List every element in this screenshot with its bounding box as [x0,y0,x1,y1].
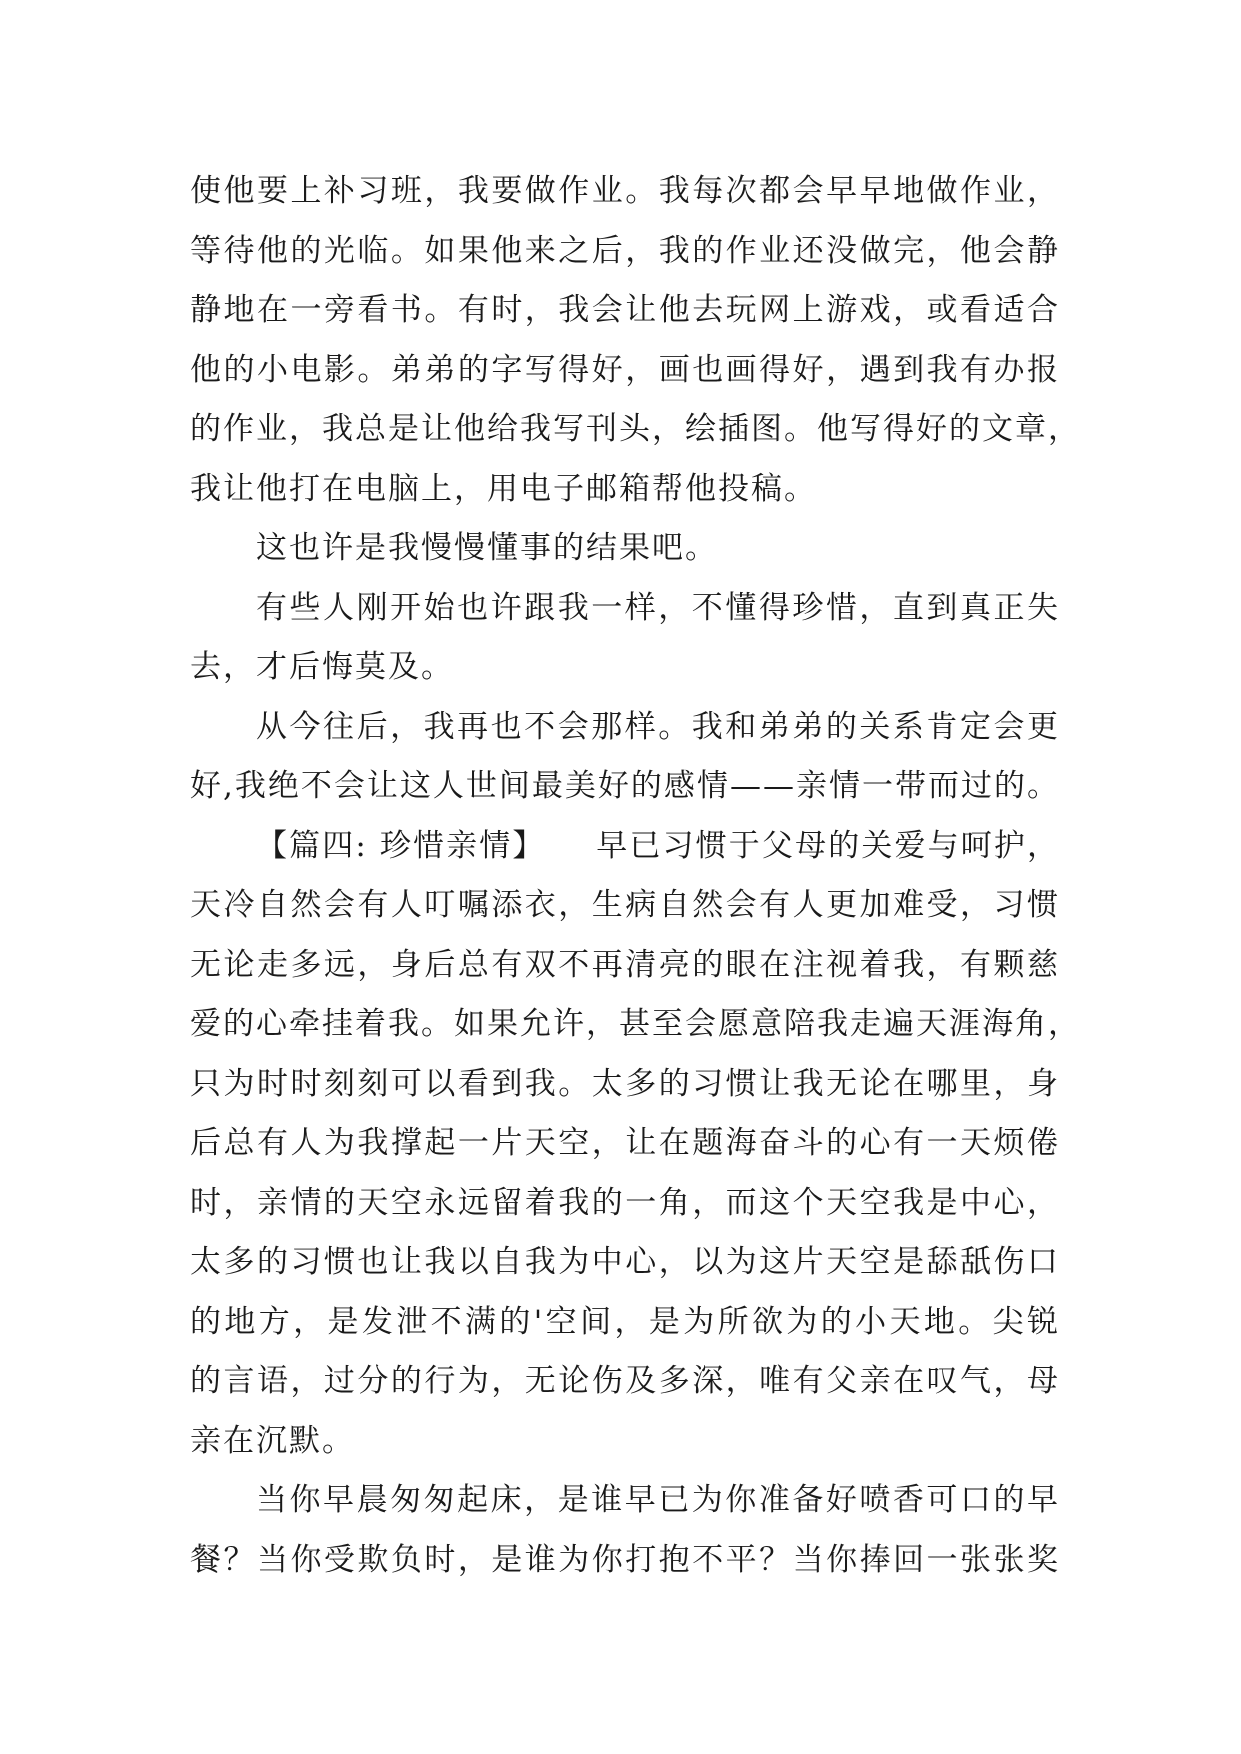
text-line: 他的小电影。弟弟的字写得好，画也画得好，遇到我有办报 [190,351,1060,388]
text-line: 无论走多远，身后总有双不再清亮的眼在注视着我，有颗慈 [190,946,1060,983]
text-line: 有些人刚开始也许跟我一样，不懂得珍惜，直到真正失 [256,589,1060,626]
text-line: 只为时时刻刻可以看到我。太多的习惯让我无论在哪里，身 [190,1065,1060,1102]
text-line: 我让他打在电脑上，用电子邮箱帮他投稿。 [190,470,817,507]
text-line: 时，亲情的天空永远留着我的一角，而这个天空我是中心， [190,1184,1060,1221]
text-line: 好,我绝不会让这人世间最美好的感情——亲情一带而过的。 [190,768,1060,804]
text-line: 爱的心牵挂着我。如果允许，甚至会愿意陪我走遍天涯海角， [190,1006,1081,1042]
text-line: 餐？当你受欺负时，是谁为你打抱不平？当你捧回一张张奖 [190,1541,1060,1578]
text-line: 的言语，过分的行为，无论伤及多深，唯有父亲在叹气，母 [190,1363,1060,1399]
text-line: 亲在沉默。 [190,1422,355,1459]
text-line: 使他要上补习班，我要做作业。我每次都会早早地做作业， [190,173,1060,209]
section-heading-line: 【篇四: 珍惜亲情】 早已习惯于父母的关爱与呵护， [256,827,1060,864]
text-line: 静地在一旁看书。有时，我会让他去玩网上游戏，或看适合 [190,292,1060,328]
text-line: 太多的习惯也让我以自我为中心，以为这片天空是舔舐伤口 [190,1244,1060,1280]
text-line: 从今往后，我再也不会那样。我和弟弟的关系肯定会更 [256,708,1060,745]
text-line: 去，才后悔莫及。 [190,649,454,685]
article-body [190,162,1081,1590]
text-line: 的作业，我总是让他给我写刊头，绘插图。他写得好的文章， [190,411,1081,447]
text-line: 这也许是我慢慢懂事的结果吧。 [256,530,718,566]
text-line: 当你早晨匆匆起床，是谁早已为你准备好喷香可口的早 [256,1482,1060,1518]
text-line: 的地方，是发泄不满的'空间，是为所欲为的小天地。尖锐 [190,1303,1060,1340]
text-line: 等待他的光临。如果他来之后，我的作业还没做完，他会静 [190,232,1060,269]
text-line: 天冷自然会有人叮嘱添衣，生病自然会有人更加难受，习惯 [190,887,1060,923]
text-line: 后总有人为我撑起一片天空，让在题海奋斗的心有一天烦倦 [190,1125,1060,1161]
